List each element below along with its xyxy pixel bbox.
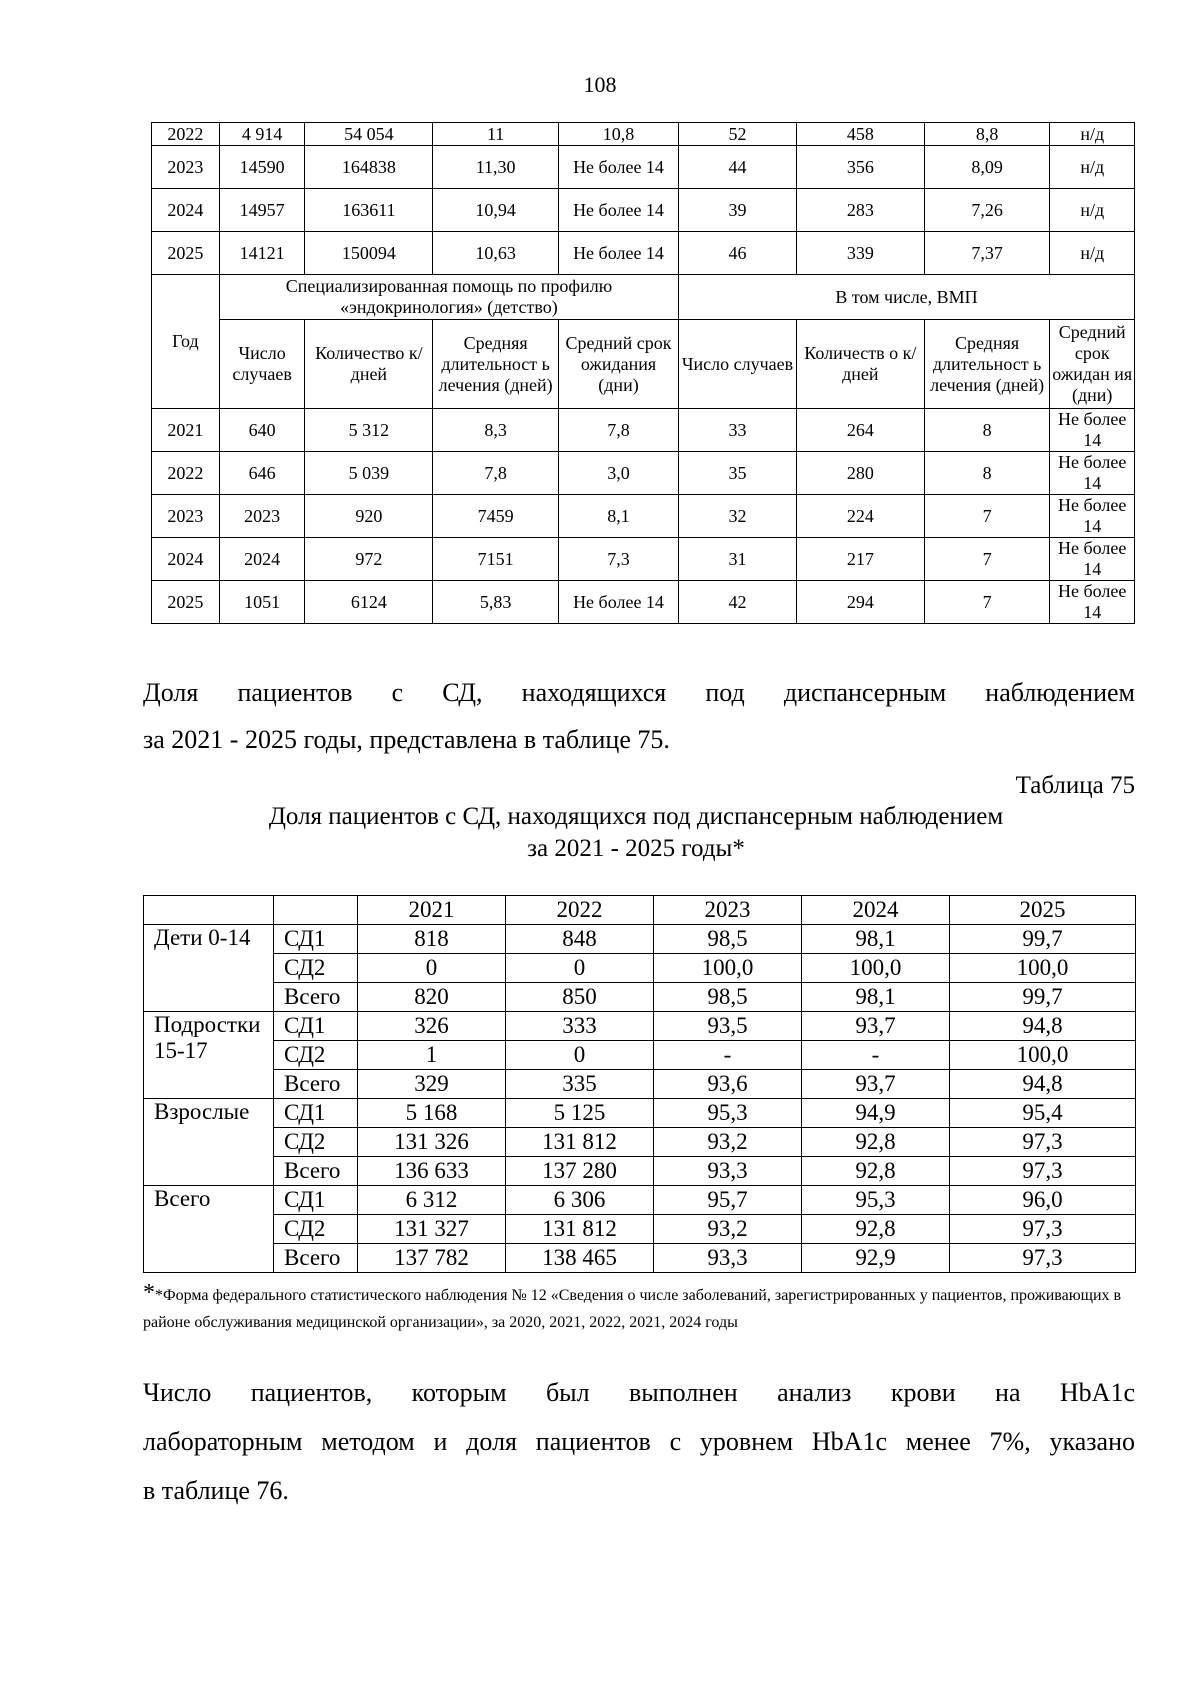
value-cell: 95,3 <box>802 1186 950 1215</box>
cell-vmp-wait: Не более 14 <box>1050 452 1135 495</box>
row-label: СД1 <box>274 925 358 954</box>
row-label: Всего <box>274 1157 358 1186</box>
cell-vmp-days: 339 <box>796 232 924 275</box>
value-cell: 0 <box>358 954 506 983</box>
header-year: 2021 <box>358 896 506 925</box>
cell-days: 6124 <box>305 581 433 624</box>
paragraph-line: Доля пациентов с СД, находящихся под диспансерным наблюдением <box>143 678 1135 707</box>
cell-avg-len: 11,30 <box>433 146 559 189</box>
cell-days: 150094 <box>305 232 433 275</box>
value-cell: 131 812 <box>506 1215 654 1244</box>
header-col: Число случаев <box>679 320 797 409</box>
footnote-text: *Форма федерального статистического наблюдения № 12 «Сведения о числе заболеваний, зарегистрированных у пациентов, проживающих в районе обслуживания медицинской организации», за 2020, 2021, 2022, 2021, 2024 годы <box>143 1287 1122 1331</box>
cell-year: 2023 <box>152 495 220 538</box>
cell-wait: Не более 14 <box>558 189 678 232</box>
value-cell: 100,0 <box>950 954 1136 983</box>
cell-cases: 14957 <box>219 189 305 232</box>
cell-vmp-cases: 46 <box>679 232 797 275</box>
value-cell: 98,5 <box>654 983 802 1012</box>
cell-cases: 14121 <box>219 232 305 275</box>
table-row <box>152 232 1135 275</box>
cell-year: 2023 <box>152 146 220 189</box>
row-label: СД1 <box>274 1012 358 1041</box>
header-col: Средний срок ожидан ия (дни) <box>1050 320 1135 409</box>
row-label: Всего <box>274 983 358 1012</box>
cell-avg-len: 10,94 <box>433 189 559 232</box>
value-cell: 100,0 <box>950 1041 1136 1070</box>
header-blank <box>144 896 274 925</box>
table-row <box>144 1215 1136 1244</box>
cell-vmp-avg-len: 7 <box>924 581 1050 624</box>
row-label: СД1 <box>274 1186 358 1215</box>
cell-vmp-wait: н/д <box>1050 123 1135 146</box>
table-row <box>152 146 1135 189</box>
cell-vmp-avg-len: 7 <box>924 495 1050 538</box>
value-cell: 93,7 <box>802 1012 950 1041</box>
continued-rows <box>152 123 1135 275</box>
value-cell: 5 168 <box>358 1099 506 1128</box>
table-row <box>144 1070 1136 1099</box>
cell-year: 2025 <box>152 232 220 275</box>
value-cell: 329 <box>358 1070 506 1099</box>
group-label: Всего <box>144 1186 274 1273</box>
cell-days: 972 <box>305 538 433 581</box>
paragraph-line: в таблице 76. <box>143 1476 289 1505</box>
cell-avg-len: 7,8 <box>433 452 559 495</box>
value-cell: 94,8 <box>950 1012 1136 1041</box>
header-year: 2023 <box>654 896 802 925</box>
value-cell: 138 465 <box>506 1244 654 1273</box>
footnote-star: * <box>143 1280 155 1306</box>
cell-vmp-wait: н/д <box>1050 146 1135 189</box>
value-cell: 97,3 <box>950 1128 1136 1157</box>
value-cell: 93,7 <box>802 1070 950 1099</box>
header-year: 2022 <box>506 896 654 925</box>
row-label: Всего <box>274 1070 358 1099</box>
data-rows <box>152 409 1135 624</box>
cell-wait: Не более 14 <box>558 581 678 624</box>
row-label: СД2 <box>274 954 358 983</box>
header-year: Год <box>152 275 220 409</box>
table-row <box>144 1012 1136 1041</box>
cell-avg-len: 7151 <box>433 538 559 581</box>
table-row <box>144 983 1136 1012</box>
cell-avg-len: 5,83 <box>433 581 559 624</box>
cell-vmp-avg-len: 8 <box>924 409 1050 452</box>
value-cell: 95,3 <box>654 1099 802 1128</box>
paragraph-line: Число пациентов, которым был выполнен анализ крови на HbA1c <box>143 1378 1135 1407</box>
value-cell: 94,8 <box>950 1070 1136 1099</box>
table-title-line: Доля пациентов с СД, находящихся под диспансерным наблюдением <box>268 803 1004 830</box>
value-cell: 6 306 <box>506 1186 654 1215</box>
cell-year: 2022 <box>152 123 220 146</box>
table-row <box>144 954 1136 983</box>
cell-vmp-wait: Не более 14 <box>1050 538 1135 581</box>
value-cell: 818 <box>358 925 506 954</box>
cell-vmp-wait: н/д <box>1050 189 1135 232</box>
value-cell: 93,3 <box>654 1157 802 1186</box>
cell-vmp-cases: 42 <box>679 581 797 624</box>
value-cell: 93,3 <box>654 1244 802 1273</box>
cell-wait: 7,8 <box>558 409 678 452</box>
cell-days: 163611 <box>305 189 433 232</box>
footnote <box>143 1280 1135 1336</box>
specialized-care-table <box>151 122 1135 624</box>
table-row <box>152 189 1135 232</box>
dispensary-observation-table <box>143 895 1136 1273</box>
cell-vmp-avg-len: 7,37 <box>924 232 1050 275</box>
cell-wait: 10,8 <box>558 123 678 146</box>
cell-days: 5 312 <box>305 409 433 452</box>
cell-cases: 14590 <box>219 146 305 189</box>
cell-vmp-days: 283 <box>796 189 924 232</box>
cell-cases: 2024 <box>219 538 305 581</box>
table-row <box>152 538 1135 581</box>
cell-avg-len: 10,63 <box>433 232 559 275</box>
table-row <box>152 581 1135 624</box>
value-cell: 131 327 <box>358 1215 506 1244</box>
cell-vmp-wait: Не более 14 <box>1050 495 1135 538</box>
header-col: Средний срок ожидания (дни) <box>558 320 678 409</box>
page-number: 108 <box>583 72 617 97</box>
cell-avg-len: 11 <box>433 123 559 146</box>
value-cell: 5 125 <box>506 1099 654 1128</box>
table-row <box>152 495 1135 538</box>
paragraph-line: лабораторным методом и доля пациентов с уровнем HbA1c менее 7%, указано <box>143 1427 1135 1456</box>
row-label: СД2 <box>274 1215 358 1244</box>
row-label: СД1 <box>274 1099 358 1128</box>
cell-days: 54 054 <box>305 123 433 146</box>
value-cell: 93,2 <box>654 1215 802 1244</box>
cell-year: 2025 <box>152 581 220 624</box>
table-row <box>144 1244 1136 1273</box>
row-label: Всего <box>274 1244 358 1273</box>
cell-vmp-avg-len: 8 <box>924 452 1050 495</box>
row-label: СД2 <box>274 1128 358 1157</box>
cell-cases: 4 914 <box>219 123 305 146</box>
cell-avg-len: 7459 <box>433 495 559 538</box>
value-cell: 93,5 <box>654 1012 802 1041</box>
cell-wait: Не более 14 <box>558 232 678 275</box>
cell-vmp-cases: 32 <box>679 495 797 538</box>
value-cell: 97,3 <box>950 1244 1136 1273</box>
value-cell: 98,1 <box>802 925 950 954</box>
value-cell: 99,7 <box>950 983 1136 1012</box>
cell-days: 920 <box>305 495 433 538</box>
value-cell: 131 812 <box>506 1128 654 1157</box>
value-cell: 820 <box>358 983 506 1012</box>
cell-vmp-avg-len: 7 <box>924 538 1050 581</box>
table-row <box>144 1099 1136 1128</box>
value-cell: 137 280 <box>506 1157 654 1186</box>
table-row <box>152 452 1135 495</box>
cell-vmp-avg-len: 8,09 <box>924 146 1050 189</box>
cell-vmp-avg-len: 7,26 <box>924 189 1050 232</box>
value-cell: 6 312 <box>358 1186 506 1215</box>
value-cell: 98,5 <box>654 925 802 954</box>
value-cell: 100,0 <box>802 954 950 983</box>
cell-year: 2021 <box>152 409 220 452</box>
value-cell: 0 <box>506 1041 654 1070</box>
value-cell: 333 <box>506 1012 654 1041</box>
cell-vmp-cases: 33 <box>679 409 797 452</box>
value-cell: 137 782 <box>358 1244 506 1273</box>
cell-wait: Не более 14 <box>558 146 678 189</box>
paragraph-line: за 2021 - 2025 годы, представлена в таблице 75. <box>143 725 670 754</box>
value-cell: 100,0 <box>654 954 802 983</box>
table-row <box>152 123 1135 146</box>
cell-vmp-cases: 39 <box>679 189 797 232</box>
value-cell: 99,7 <box>950 925 1136 954</box>
cell-wait: 3,0 <box>558 452 678 495</box>
value-cell: 97,3 <box>950 1215 1136 1244</box>
cell-cases: 2023 <box>219 495 305 538</box>
table-header <box>152 275 1135 409</box>
header-col: Количество к/дней <box>305 320 433 409</box>
group-label: Взрослые <box>144 1099 274 1186</box>
value-cell: 92,9 <box>802 1244 950 1273</box>
cell-vmp-days: 356 <box>796 146 924 189</box>
cell-vmp-cases: 44 <box>679 146 797 189</box>
cell-vmp-days: 217 <box>796 538 924 581</box>
value-cell: 850 <box>506 983 654 1012</box>
cell-avg-len: 8,3 <box>433 409 559 452</box>
cell-vmp-days: 224 <box>796 495 924 538</box>
table-row <box>152 409 1135 452</box>
cell-cases: 1051 <box>219 581 305 624</box>
cell-wait: 7,3 <box>558 538 678 581</box>
header-year: 2025 <box>950 896 1136 925</box>
value-cell: 848 <box>506 925 654 954</box>
cell-vmp-avg-len: 8,8 <box>924 123 1050 146</box>
value-cell: 136 633 <box>358 1157 506 1186</box>
header-col: Средняя длительност ь лечения (дней) <box>924 320 1050 409</box>
value-cell: 98,1 <box>802 983 950 1012</box>
value-cell: 93,2 <box>654 1128 802 1157</box>
value-cell: 94,9 <box>802 1099 950 1128</box>
header-col: Средняя длительност ь лечения (дней) <box>433 320 559 409</box>
value-cell: 335 <box>506 1070 654 1099</box>
table-title-line: за 2021 - 2025 годы* <box>527 835 745 862</box>
cell-wait: 8,1 <box>558 495 678 538</box>
value-cell: 0 <box>506 954 654 983</box>
header-specialized-care: Специализированная помощь по профилю «эндокринология» (детство) <box>219 275 678 320</box>
header-year: 2024 <box>802 896 950 925</box>
cell-cases: 646 <box>219 452 305 495</box>
cell-year: 2024 <box>152 189 220 232</box>
cell-year: 2024 <box>152 538 220 581</box>
value-cell: 1 <box>358 1041 506 1070</box>
value-cell: 97,3 <box>950 1157 1136 1186</box>
value-cell: - <box>654 1041 802 1070</box>
table-row <box>144 1157 1136 1186</box>
table-row <box>144 1128 1136 1157</box>
header-blank <box>274 896 358 925</box>
cell-vmp-days: 264 <box>796 409 924 452</box>
cell-vmp-cases: 35 <box>679 452 797 495</box>
value-cell: 326 <box>358 1012 506 1041</box>
value-cell: 92,8 <box>802 1215 950 1244</box>
value-cell: 131 326 <box>358 1128 506 1157</box>
value-cell: 95,7 <box>654 1186 802 1215</box>
value-cell: 96,0 <box>950 1186 1136 1215</box>
header-col: Число случаев <box>219 320 305 409</box>
cell-days: 5 039 <box>305 452 433 495</box>
header-vmp: В том числе, ВМП <box>679 275 1135 320</box>
cell-year: 2022 <box>152 452 220 495</box>
table-header-row <box>144 896 1136 925</box>
header-col: Количеств о к/дней <box>796 320 924 409</box>
cell-vmp-days: 280 <box>796 452 924 495</box>
cell-vmp-wait: Не более 14 <box>1050 409 1135 452</box>
cell-cases: 640 <box>219 409 305 452</box>
table-row <box>144 1041 1136 1070</box>
value-cell: - <box>802 1041 950 1070</box>
table-row <box>144 1186 1136 1215</box>
table-title <box>0 801 1200 865</box>
cell-vmp-wait: н/д <box>1050 232 1135 275</box>
value-cell: 92,8 <box>802 1157 950 1186</box>
row-label: СД2 <box>274 1041 358 1070</box>
cell-vmp-days: 294 <box>796 581 924 624</box>
value-cell: 95,4 <box>950 1099 1136 1128</box>
cell-days: 164838 <box>305 146 433 189</box>
value-cell: 93,6 <box>654 1070 802 1099</box>
table-row <box>144 925 1136 954</box>
table-number: Таблица 75 <box>1015 772 1135 799</box>
group-label: Подростки 15-17 <box>144 1012 274 1099</box>
value-cell: 92,8 <box>802 1128 950 1157</box>
cell-vmp-days: 458 <box>796 123 924 146</box>
cell-vmp-wait: Не более 14 <box>1050 581 1135 624</box>
group-label: Дети 0-14 <box>144 925 274 1012</box>
cell-vmp-cases: 52 <box>679 123 797 146</box>
cell-vmp-cases: 31 <box>679 538 797 581</box>
